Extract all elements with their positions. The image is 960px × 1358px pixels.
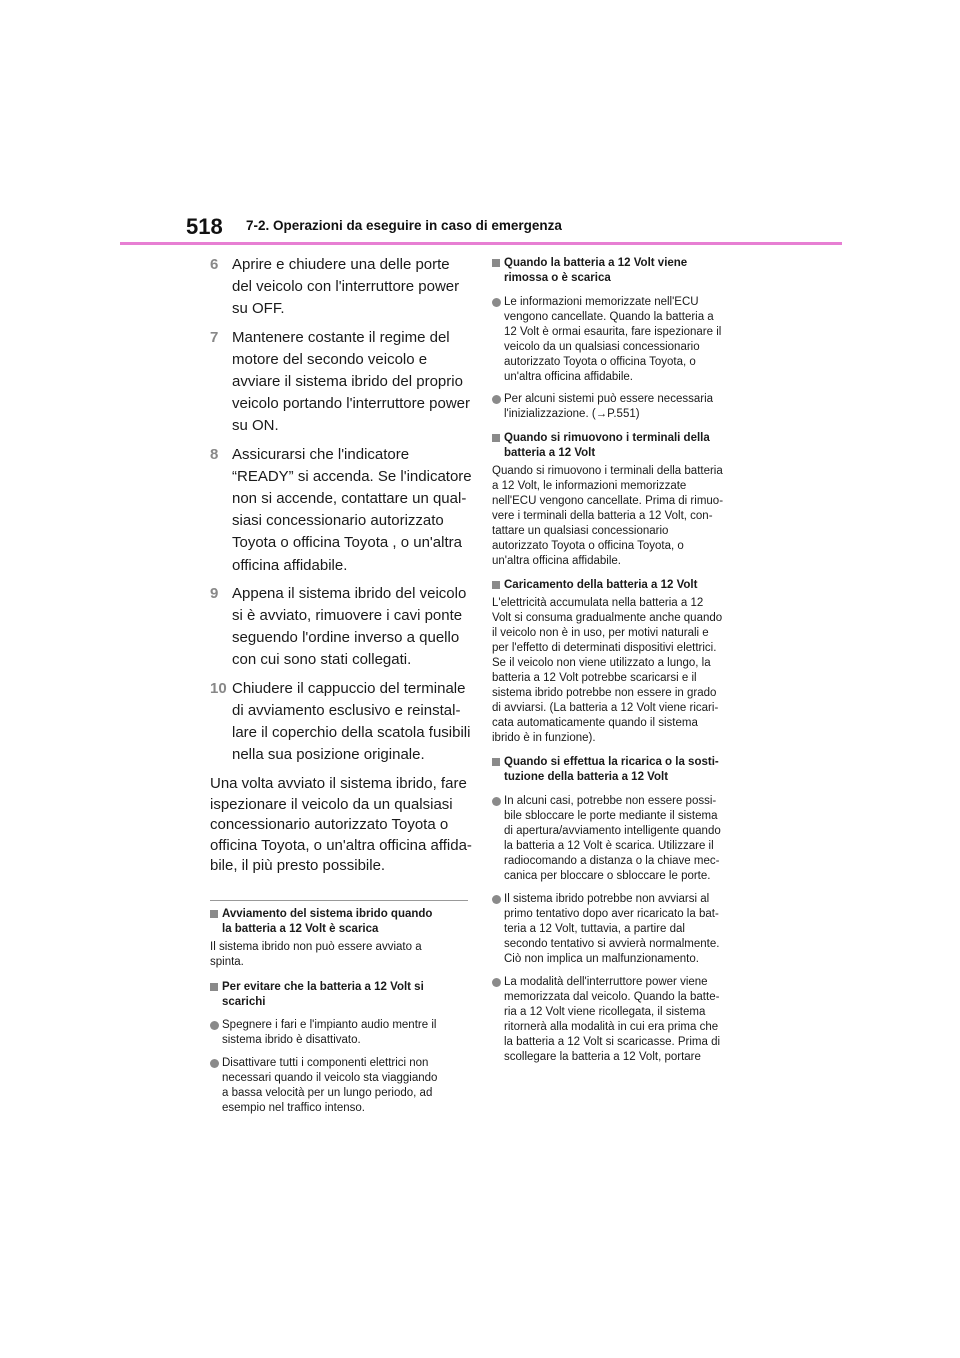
note-bullet (210, 1018, 472, 1048)
note-bullet (492, 892, 754, 967)
square-bullet-icon (210, 910, 218, 918)
text-line: Ciò non implica un malfunzionamento. (504, 953, 699, 965)
text-line: scollegare la batteria a 12 Volt, portare (504, 1051, 701, 1063)
note-heading (492, 755, 754, 785)
step-9 (210, 583, 472, 672)
text-line: autorizzato Toyota o officina Toyota, o (504, 356, 696, 368)
text-line: Il sistema ibrido potrebbe non avviarsi al (504, 893, 710, 905)
text-line: Aprire e chiudere una delle porte (232, 256, 450, 273)
text-line: tuzione della batteria a 12 Volt (504, 771, 669, 783)
text-line: per l'effetto di determinati dispositivi elettrici. (492, 642, 717, 654)
section-title: 7-2. Operazioni da eseguire in caso di emergenza (246, 218, 562, 233)
text-line: lare il coperchio della scatola fusibili (232, 724, 471, 742)
text-line: un'altra officina affidabile. (492, 555, 621, 567)
note-bullet (492, 392, 754, 422)
left-column (210, 254, 472, 1116)
square-bullet-icon (492, 259, 500, 267)
text-line: teria a 12 Volt, tuttavia, a partire dal (504, 923, 685, 935)
text-line: sistema ibrido potrebbe non essere in grado (492, 687, 717, 699)
note-heading (492, 578, 754, 593)
text-line: Spegnere i fari e l'impianto audio mentre il (222, 1018, 437, 1031)
square-bullet-icon (492, 758, 500, 766)
text-line: Disattivare tutti i componenti elettrici non (222, 1056, 429, 1069)
note-bullet (210, 1056, 472, 1116)
step-number: 6 (210, 256, 219, 273)
text-line: Le informazioni memorizzate nell'ECU (504, 296, 699, 308)
text-line: Quando si rimuovono i terminali della (504, 432, 710, 444)
step-number: 8 (210, 445, 219, 463)
text-line: la batteria a 12 Volt è scarica. Utilizzare il (504, 840, 714, 852)
text-line: Mantenere costante il regime del (232, 328, 450, 346)
note-heading (210, 907, 472, 937)
text-line: La modalità dell'interruttore power viene (504, 976, 708, 988)
note-heading (492, 256, 754, 286)
text-line: canica per bloccare o sbloccare le porte. (504, 870, 711, 882)
text-line: bile, il più presto possibile. (210, 857, 386, 875)
circle-bullet-icon (492, 797, 501, 806)
text-line: concessionario autorizzato Toyota o (210, 816, 449, 834)
notes-divider (210, 900, 468, 901)
square-bullet-icon (492, 581, 500, 589)
text-line: Quando si rimuovono i terminali della batteria (492, 465, 723, 477)
circle-bullet-icon (210, 1021, 219, 1030)
text-line: “READY” si accenda. Se l'indicatore (232, 467, 472, 485)
text-line: ria a 12 Volt viene ricollegata, il sistema (504, 1006, 706, 1018)
closing-paragraph (210, 774, 472, 877)
text-line: motore del secondo veicolo e (232, 350, 428, 368)
text-line: su OFF. (232, 300, 285, 318)
text-line: di avviarsi. (La batteria a 12 Volt viene ricari- (492, 702, 719, 714)
text-line: batteria a 12 Volt (504, 447, 596, 459)
text-line: si è avviato, rimuovere i cavi ponte (232, 607, 463, 625)
circle-bullet-icon (492, 395, 501, 404)
text-line: rimossa o è scarica (504, 272, 611, 284)
text-line: Volt si consuma gradualmente anche quando (492, 612, 723, 624)
text-line: cata automaticamente quando il sistema (492, 717, 698, 729)
text-line: di avviamento esclusivo e reinstal- (232, 701, 461, 719)
text-line: vere i terminali della batteria a 12 Volt, con- (492, 510, 713, 522)
text-line: esempio nel traffico intenso. (222, 1101, 365, 1114)
text-line: tattare un qualsiasi concessionario (492, 525, 669, 537)
text-line: l'inizializzazione. (→P.551) (504, 408, 640, 420)
text-line: autorizzato Toyota o officina Toyota, o (492, 540, 684, 552)
text-line: nella sua posizione originale. (232, 746, 425, 764)
text-line: Quando la batteria a 12 Volt viene (504, 257, 688, 269)
text-line: L'elettricità accumulata nella batteria a 12 (492, 597, 704, 609)
text-line: Il sistema ibrido non può essere avviato a (210, 940, 422, 953)
note-heading (492, 431, 754, 461)
step-number: 7 (210, 328, 219, 346)
text-line: Appena il sistema ibrido del veicolo (232, 584, 467, 602)
note-text (492, 464, 754, 569)
step-8 (210, 444, 472, 577)
note-text (210, 940, 472, 970)
circle-bullet-icon (492, 978, 501, 987)
text-line: ispezionare il veicolo da un qualsiasi (210, 795, 453, 813)
text-line: Chiudere il cappuccio del terminale (232, 679, 466, 697)
text-line: spinta. (210, 955, 244, 968)
circle-bullet-icon (492, 298, 501, 307)
text-line: radiocomando a distanza o la chiave mec- (504, 855, 720, 867)
text-line: ibrido è in funzione). (492, 732, 596, 744)
step-number: 9 (210, 584, 219, 602)
text-line: batteria a 12 Volt potrebbe scaricarsi e il (492, 672, 697, 684)
text-line: memorizzata dal veicolo. Quando la batte- (504, 991, 720, 1003)
text-line: In alcuni casi, potrebbe non essere possi- (504, 795, 717, 807)
text-line: necessari quando il veicolo sta viaggiando (222, 1071, 438, 1084)
text-line: Caricamento della batteria a 12 Volt (504, 579, 698, 591)
text-line: non si accende, contattare un qual- (232, 490, 467, 508)
circle-bullet-icon (210, 1059, 219, 1068)
text-line: con cui sono stati collegati. (232, 651, 412, 669)
page-number: 518 (186, 214, 223, 239)
text-line: di apertura/avviamento intelligente quando (504, 825, 721, 837)
note-text (492, 596, 754, 746)
square-bullet-icon (210, 983, 218, 991)
note-bullet (492, 794, 754, 884)
text-line: ritornerà alla modalità in cui era prima che (504, 1021, 719, 1033)
text-line: avviare il sistema ibrido del proprio (232, 373, 463, 391)
text-line: siasi concessionario autorizzato (232, 512, 444, 530)
text-line: Toyota o officina Toyota , o un'altra (232, 534, 462, 552)
text-line: la batteria a 12 Volt è scarica (222, 922, 379, 935)
text-line: primo tentativo dopo aver ricaricato la bat- (504, 908, 719, 920)
text-line: Una volta avviato il sistema ibrido, fare (210, 775, 467, 793)
header-rule (120, 242, 842, 245)
text-line: un'altra officina affidabile. (504, 371, 633, 383)
text-line: Assicurarsi che l'indicatore (232, 445, 410, 463)
text-line: a 12 Volt, le informazioni memorizzate (492, 480, 687, 492)
text-line: a bassa velocità per un lungo periodo, ad (222, 1086, 433, 1099)
text-line: il veicolo non è in uso, per motivi naturali e (492, 627, 709, 639)
text-line: secondo tentativo si avvierà normalmente. (504, 938, 720, 950)
note-bullet (492, 295, 754, 385)
text-line: 12 Volt è ormai esaurita, fare ispezionare il (504, 326, 722, 338)
text-line: Per evitare che la batteria a 12 Volt si (222, 980, 424, 993)
note-bullet (492, 975, 754, 1065)
text-line: veicolo portando l'interruttore power (232, 395, 470, 413)
text-line: Avviamento del sistema ibrido quando (222, 907, 433, 920)
text-line: officina Toyota, o un'altra officina affida- (210, 836, 472, 854)
text-line: Quando si effettua la ricarica o la sosti- (504, 756, 719, 768)
step-10 (210, 678, 472, 767)
right-column (492, 254, 754, 1065)
text-line: vengono cancellate. Quando la batteria a (504, 311, 714, 323)
text-line: seguendo l'ordine inverso a quello (232, 629, 460, 647)
step-number: 10 (210, 679, 227, 697)
text-line: nell'ECU vengono cancellate. Prima di rimuo- (492, 495, 724, 507)
step-6 (210, 254, 472, 321)
text-line: officina affidabile. (232, 556, 348, 574)
text-line: bile sbloccare le porte mediante il sistema (504, 810, 718, 822)
text-line: su ON. (232, 417, 279, 435)
text-line: Per alcuni sistemi può essere necessaria (504, 393, 714, 405)
text-line: scarichi (222, 995, 266, 1008)
text-line: veicolo da un qualsiasi concessionario (504, 341, 700, 353)
text-line: Se il veicolo non viene utilizzato a lungo, la (492, 657, 711, 669)
text-line: del veicolo con l'interruttore power (232, 278, 460, 296)
text-line: sistema ibrido è disattivato. (222, 1033, 361, 1046)
step-7 (210, 327, 472, 438)
square-bullet-icon (492, 434, 500, 442)
text-line: la batteria a 12 Volt si scaricasse. Prima di (504, 1036, 721, 1048)
note-heading (210, 980, 472, 1010)
circle-bullet-icon (492, 895, 501, 904)
